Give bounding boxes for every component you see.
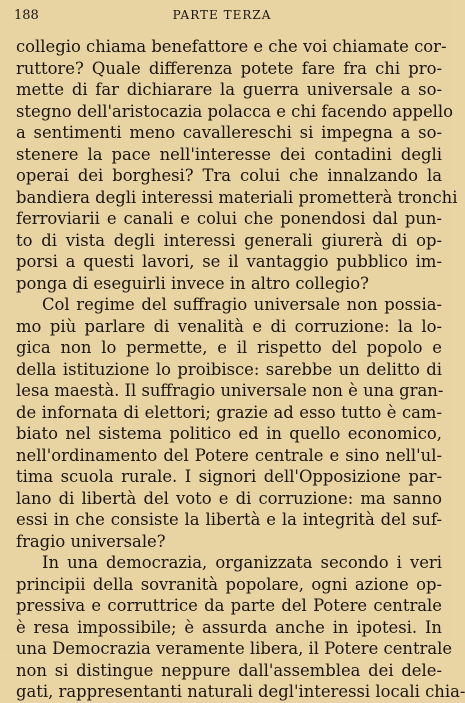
text-line: stenere la pace nell'interesse dei contadini degli	[16, 144, 442, 164]
text-line: lano di libertà del voto e di corruzione: ma sanno	[16, 488, 442, 508]
text-line: Col regime del suffragio universale non possia-	[42, 295, 442, 314]
text-line: mette di far dichiarare la guerra universale a so-	[16, 80, 442, 99]
text-line: una Democrazia veramente libera, il Potere centrale	[16, 639, 453, 658]
text-line: bandiera degli interessi materiali prometterà tronchi	[16, 187, 458, 207]
text-line: nell'ordinamento del Potere centrale e sino nell'ul-	[16, 445, 442, 465]
body-text	[16, 36, 465, 703]
text-line: della istituzione lo proibisce: sarebbe un delitto di	[16, 359, 442, 379]
text-line: ruttore? Quale differenza potete fare fra chi pro-	[16, 58, 442, 78]
text-line: essi in che consiste la libertà e la integrità del suf-	[16, 510, 442, 529]
page-header	[14, 4, 430, 26]
text-line: ponga di eseguirli invece in altro collegio?	[16, 273, 369, 293]
text-line: to di vista degli interessi generali giurerà di op-	[16, 230, 442, 250]
text-line: In una democrazia, organizzata secondo i veri	[42, 553, 442, 572]
text-line: porsi a questi lavori, se il vantaggio pubblico im-	[16, 252, 442, 271]
text-line: tima scuola rurale. I signori dell'Opposizione par-	[16, 467, 442, 486]
text-line: lesa maestà. Il suffragio universale non è una gran-	[16, 381, 444, 400]
text-line: non si distingue neppure dall'assemblea dei dele-	[16, 660, 442, 680]
text-line: biato nel sistema politico ed in quello economico,	[16, 424, 442, 443]
text-line: mo più parlare di venalità e di corruzione: la lo-	[16, 316, 442, 336]
text-line: gati, rappresentanti naturali degl'interessi locali chia-	[16, 682, 465, 701]
text-line: stegno dell'aristocazia polacca e chi facendo appello	[16, 101, 454, 121]
text-line: collegio chiama benefattore e che voi chiamate cor-	[16, 37, 447, 56]
text-line: è resa impossibile; è assurda anche in ipotesi. In	[16, 617, 442, 637]
text-line: operai dei borghesi? Tra colui che innalzando la	[16, 166, 442, 185]
text-line: fragio universale?	[16, 531, 166, 551]
text-line: gica non lo permette, e il rispetto del popolo e	[16, 338, 442, 357]
text-line: de infornata di elettori; grazie ad esso tutto è cam-	[16, 402, 442, 422]
text-line: principii della sovranità popolare, ogni azione op-	[16, 574, 442, 594]
text-line: ferroviarii e canali e colui che ponendosi dal pun-	[16, 209, 442, 228]
text-line: pressiva e corruttrice da parte del Potere centrale	[16, 596, 442, 615]
running-title: PARTE TERZA	[172, 8, 272, 22]
text-line: a sentimenti meno cavallereschi si impegna a so-	[16, 123, 442, 142]
page-number: 188	[14, 8, 39, 23]
